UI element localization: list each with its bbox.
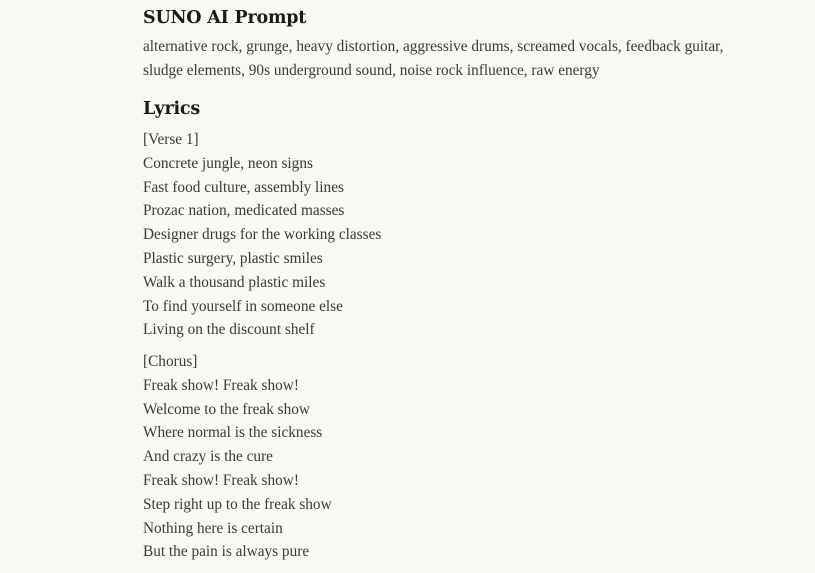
lyrics-heading: Lyrics xyxy=(143,99,201,119)
lyric-line: Where normal is the sickness xyxy=(143,424,323,442)
prompt-heading: SUNO AI Prompt xyxy=(143,8,307,28)
lyric-line: And crazy is the cure xyxy=(143,448,273,466)
verse-tag: [Verse 1] xyxy=(143,131,199,148)
lyric-line: Prozac nation, medicated masses xyxy=(143,202,345,220)
chorus-tag: [Chorus] xyxy=(143,353,198,370)
lyric-line: But the pain is always pure xyxy=(143,543,310,561)
lyric-line: Freak show! Freak show! xyxy=(143,376,299,394)
lyric-line: To find yourself in someone else xyxy=(143,297,343,315)
lyric-line: Freak show! Freak show! xyxy=(143,471,299,489)
chorus-block xyxy=(143,350,332,564)
lyric-line: Plastic surgery, plastic smiles xyxy=(143,249,323,267)
lyric-line: Concrete jungle, neon signs xyxy=(143,154,313,172)
lyric-line: Designer drugs for the working classes xyxy=(143,226,382,244)
lyric-line: Living on the discount shelf xyxy=(143,321,315,339)
lyric-line: Welcome to the freak show xyxy=(143,400,310,418)
lyric-line: Nothing here is certain xyxy=(143,519,283,537)
verse-block xyxy=(143,128,381,342)
prompt-text: alternative rock, grunge, heavy distortion, aggressive drums, screamed vocals, feedback guitar, sludge elements, 90s underground sound, noise rock influence, raw energy xyxy=(143,38,724,79)
lyric-line: Fast food culture, assembly lines xyxy=(143,178,344,196)
lyric-line: Walk a thousand plastic miles xyxy=(143,273,326,291)
lyric-line: Step right up to the freak show xyxy=(143,495,332,513)
